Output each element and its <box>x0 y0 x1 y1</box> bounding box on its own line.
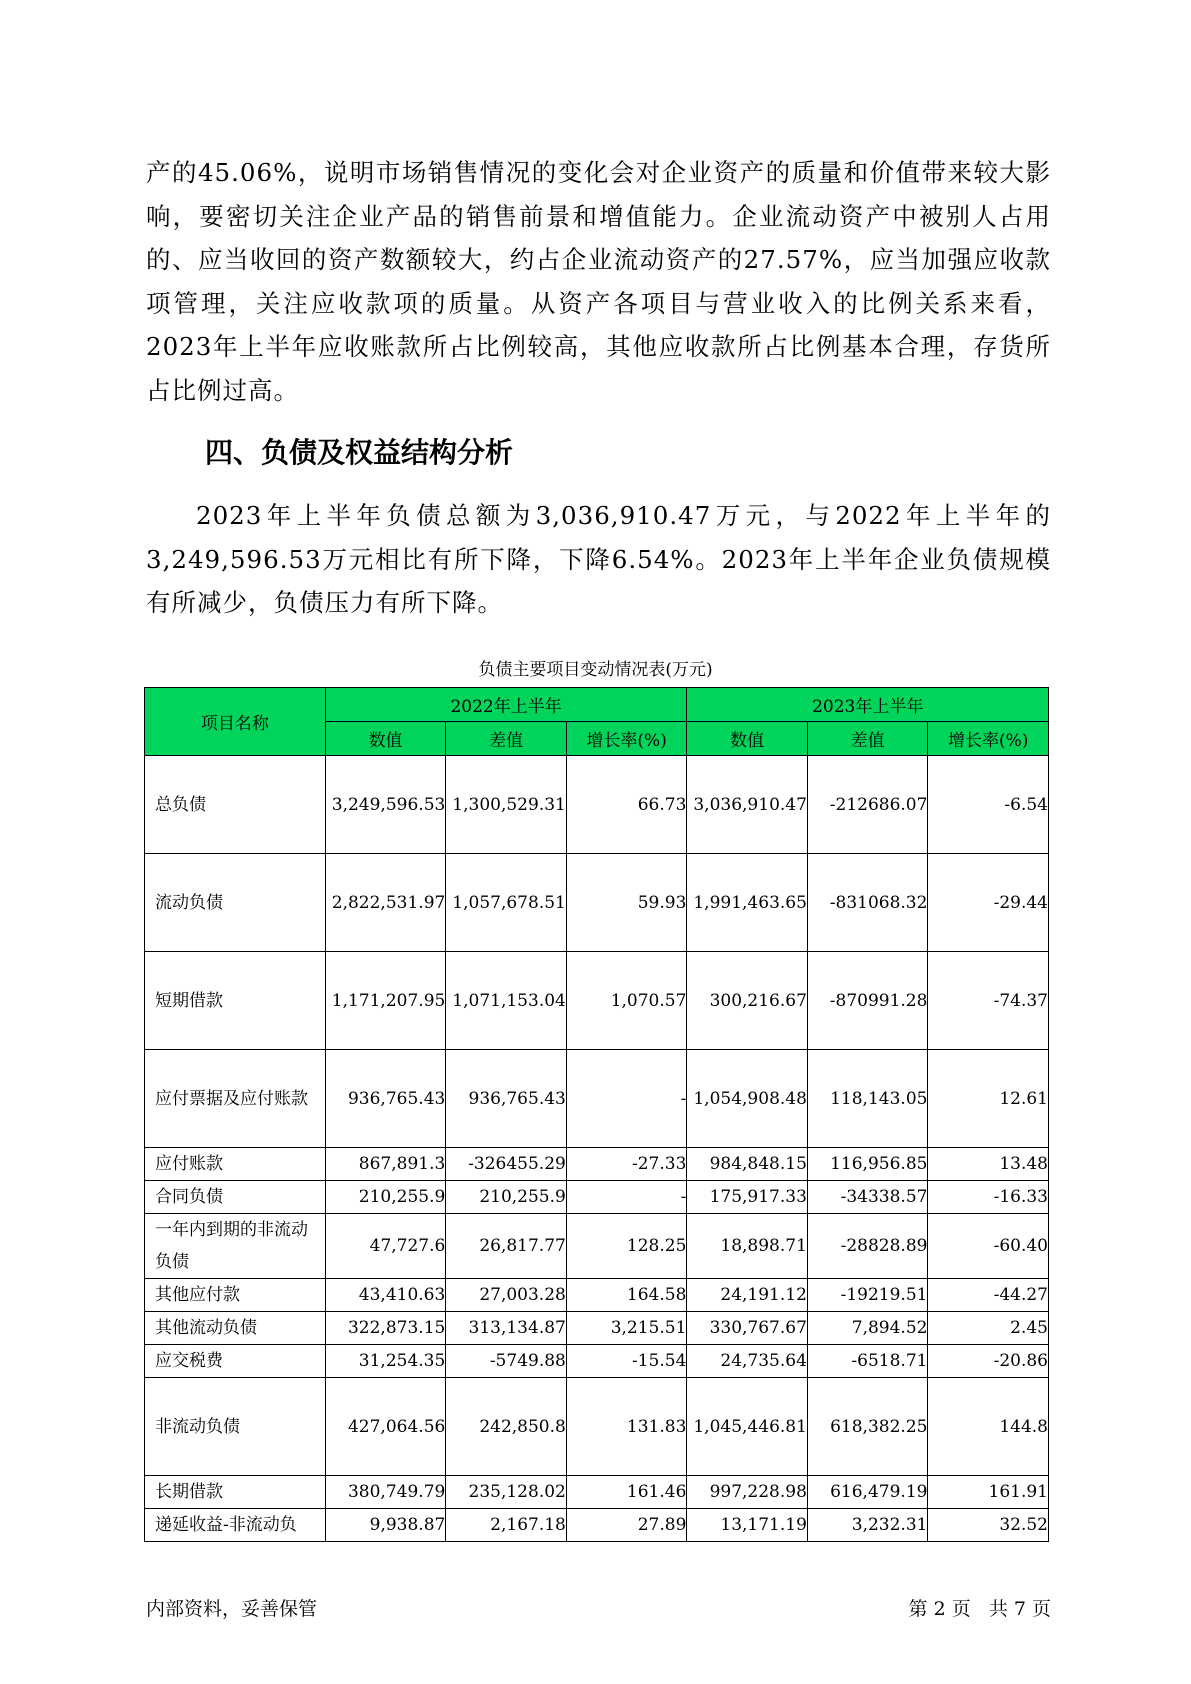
rate-2022: -27.33 <box>566 1148 687 1181</box>
header-group-2023: 2023年上半年 <box>687 688 1049 722</box>
diff-2023: 116,956.85 <box>807 1148 928 1181</box>
analysis-paragraph: 产的45.06%，说明市场销售情况的变化会对企业资产的质量和价值带来较大影响，要密切关注企业产品的销售前景和增值能力。企业流动资产中被别人占用的、应当收回的资产数额较大，约占企业流动资产的27.57%，应当加强应收款项管理，关注应收款项的质量。从资产各项目与营业收入的比例关系来看，2023年上半年应收账款所占比例较高，其他应收款所占比例基本合理，存货所占比例过高。 <box>146 158 1051 405</box>
rate-2023: -44.27 <box>928 1279 1049 1312</box>
rate-2023: 32.52 <box>928 1509 1049 1542</box>
diff-2023: 118,143.05 <box>807 1050 928 1148</box>
row-name: 其他应付款 <box>145 1279 326 1312</box>
diff-2023: 616,479.19 <box>807 1476 928 1509</box>
value-2022: 1,171,207.95 <box>325 952 446 1050</box>
liability-table <box>144 687 1049 1542</box>
diff-2023: -19219.51 <box>807 1279 928 1312</box>
rate-2023: -29.44 <box>928 854 1049 952</box>
value-2022: 31,254.35 <box>325 1345 446 1378</box>
liability-summary-paragraph: 2023年上半年负债总额为3,036,910.47万元，与2022年上半年的3,249,596.53万元相比有所下降，下降6.54%。2023年上半年企业负债规模有所减少，负债压力有所下降。 <box>146 501 1051 617</box>
diff-2023: -831068.32 <box>807 854 928 952</box>
row-name: 长期借款 <box>145 1476 326 1509</box>
row-name: 其他流动负债 <box>145 1312 326 1345</box>
value-2023: 1,991,463.65 <box>687 854 808 952</box>
row-name: 非流动负债 <box>145 1378 326 1476</box>
value-2022: 210,255.9 <box>325 1181 446 1214</box>
rate-2023: -6.54 <box>928 756 1049 854</box>
value-2023: 3,036,910.47 <box>687 756 808 854</box>
diff-2023: -6518.71 <box>807 1345 928 1378</box>
rate-2022: -15.54 <box>566 1345 687 1378</box>
header-value-2022: 数值 <box>325 722 446 756</box>
row-name: 总负债 <box>145 756 326 854</box>
row-name: 应付票据及应付账款 <box>145 1050 326 1148</box>
value-2022: 47,727.6 <box>325 1214 446 1279</box>
table-row <box>145 1312 1049 1345</box>
value-2023: 984,848.15 <box>687 1148 808 1181</box>
rate-2022: 131.83 <box>566 1378 687 1476</box>
table-caption: 负债主要项目变动情况表(万元) <box>478 660 713 680</box>
header-value-2023: 数值 <box>687 722 808 756</box>
diff-2023: -34338.57 <box>807 1181 928 1214</box>
diff-2023: 618,382.25 <box>807 1378 928 1476</box>
diff-2022: -5749.88 <box>446 1345 567 1378</box>
table-row <box>145 1345 1049 1378</box>
value-2023: 1,054,908.48 <box>687 1050 808 1148</box>
rate-2023: -74.37 <box>928 952 1049 1050</box>
diff-2022: 313,134.87 <box>446 1312 567 1345</box>
diff-2022: 1,071,153.04 <box>446 952 567 1050</box>
diff-2022: 235,128.02 <box>446 1476 567 1509</box>
rate-2023: 2.45 <box>928 1312 1049 1345</box>
table-row <box>145 1148 1049 1181</box>
diff-2023: 3,232.31 <box>807 1509 928 1542</box>
rate-2022: - <box>566 1050 687 1148</box>
rate-2022: 66.73 <box>566 756 687 854</box>
header-rate-2022: 增长率(%) <box>566 722 687 756</box>
rate-2022: - <box>566 1181 687 1214</box>
value-2023: 24,191.12 <box>687 1279 808 1312</box>
table-row <box>145 1509 1049 1542</box>
row-name: 应交税费 <box>145 1345 326 1378</box>
value-2023: 1,045,446.81 <box>687 1378 808 1476</box>
value-2022: 380,749.79 <box>325 1476 446 1509</box>
table-row <box>145 1050 1049 1148</box>
rate-2022: 3,215.51 <box>566 1312 687 1345</box>
value-2023: 300,216.67 <box>687 952 808 1050</box>
rate-2022: 59.93 <box>566 854 687 952</box>
table-row <box>145 1476 1049 1509</box>
value-2023: 175,917.33 <box>687 1181 808 1214</box>
diff-2022: 242,850.8 <box>446 1378 567 1476</box>
footer-page-number: 第 2 页 共 7 页 <box>908 1598 1051 1620</box>
row-name: 应付账款 <box>145 1148 326 1181</box>
table-row <box>145 1378 1049 1476</box>
diff-2022: 936,765.43 <box>446 1050 567 1148</box>
value-2023: 18,898.71 <box>687 1214 808 1279</box>
footer-confidential-note: 内部资料，妥善保管 <box>146 1598 318 1620</box>
table-row <box>145 1214 1049 1279</box>
rate-2023: 144.8 <box>928 1378 1049 1476</box>
table-row <box>145 854 1049 952</box>
row-name: 流动负债 <box>145 854 326 952</box>
section-heading: 四、负债及权益结构分析 <box>205 436 514 469</box>
value-2022: 936,765.43 <box>325 1050 446 1148</box>
row-name: 递延收益-非流动负 <box>145 1509 326 1542</box>
diff-2022: 210,255.9 <box>446 1181 567 1214</box>
diff-2022: 1,300,529.31 <box>446 756 567 854</box>
value-2023: 13,171.19 <box>687 1509 808 1542</box>
diff-2023: -212686.07 <box>807 756 928 854</box>
header-group-2022: 2022年上半年 <box>325 688 687 722</box>
row-name: 一年内到期的非流动负债 <box>145 1214 326 1279</box>
value-2023: 24,735.64 <box>687 1345 808 1378</box>
rate-2022: 128.25 <box>566 1214 687 1279</box>
value-2023: 330,767.67 <box>687 1312 808 1345</box>
value-2023: 997,228.98 <box>687 1476 808 1509</box>
diff-2023: 7,894.52 <box>807 1312 928 1345</box>
value-2022: 427,064.56 <box>325 1378 446 1476</box>
value-2022: 2,822,531.97 <box>325 854 446 952</box>
diff-2022: 2,167.18 <box>446 1509 567 1542</box>
table-row <box>145 1279 1049 1312</box>
rate-2023: -60.40 <box>928 1214 1049 1279</box>
diff-2022: 1,057,678.51 <box>446 854 567 952</box>
diff-2023: -870991.28 <box>807 952 928 1050</box>
value-2022: 322,873.15 <box>325 1312 446 1345</box>
diff-2022: 26,817.77 <box>446 1214 567 1279</box>
value-2022: 3,249,596.53 <box>325 756 446 854</box>
table-row <box>145 952 1049 1050</box>
diff-2022: 27,003.28 <box>446 1279 567 1312</box>
header-diff-2022: 差值 <box>446 722 567 756</box>
rate-2023: -20.86 <box>928 1345 1049 1378</box>
rate-2023: -16.33 <box>928 1181 1049 1214</box>
value-2022: 43,410.63 <box>325 1279 446 1312</box>
header-diff-2023: 差值 <box>807 722 928 756</box>
rate-2023: 12.61 <box>928 1050 1049 1148</box>
table-row <box>145 1181 1049 1214</box>
value-2022: 9,938.87 <box>325 1509 446 1542</box>
diff-2022: -326455.29 <box>446 1148 567 1181</box>
rate-2022: 164.58 <box>566 1279 687 1312</box>
table-row <box>145 756 1049 854</box>
rate-2023: 161.91 <box>928 1476 1049 1509</box>
header-rate-2023: 增长率(%) <box>928 722 1049 756</box>
rate-2022: 161.46 <box>566 1476 687 1509</box>
rate-2023: 13.48 <box>928 1148 1049 1181</box>
rate-2022: 27.89 <box>566 1509 687 1542</box>
value-2022: 867,891.3 <box>325 1148 446 1181</box>
header-item-name: 项目名称 <box>145 688 326 756</box>
rate-2022: 1,070.57 <box>566 952 687 1050</box>
row-name: 短期借款 <box>145 952 326 1050</box>
diff-2023: -28828.89 <box>807 1214 928 1279</box>
row-name: 合同负债 <box>145 1181 326 1214</box>
